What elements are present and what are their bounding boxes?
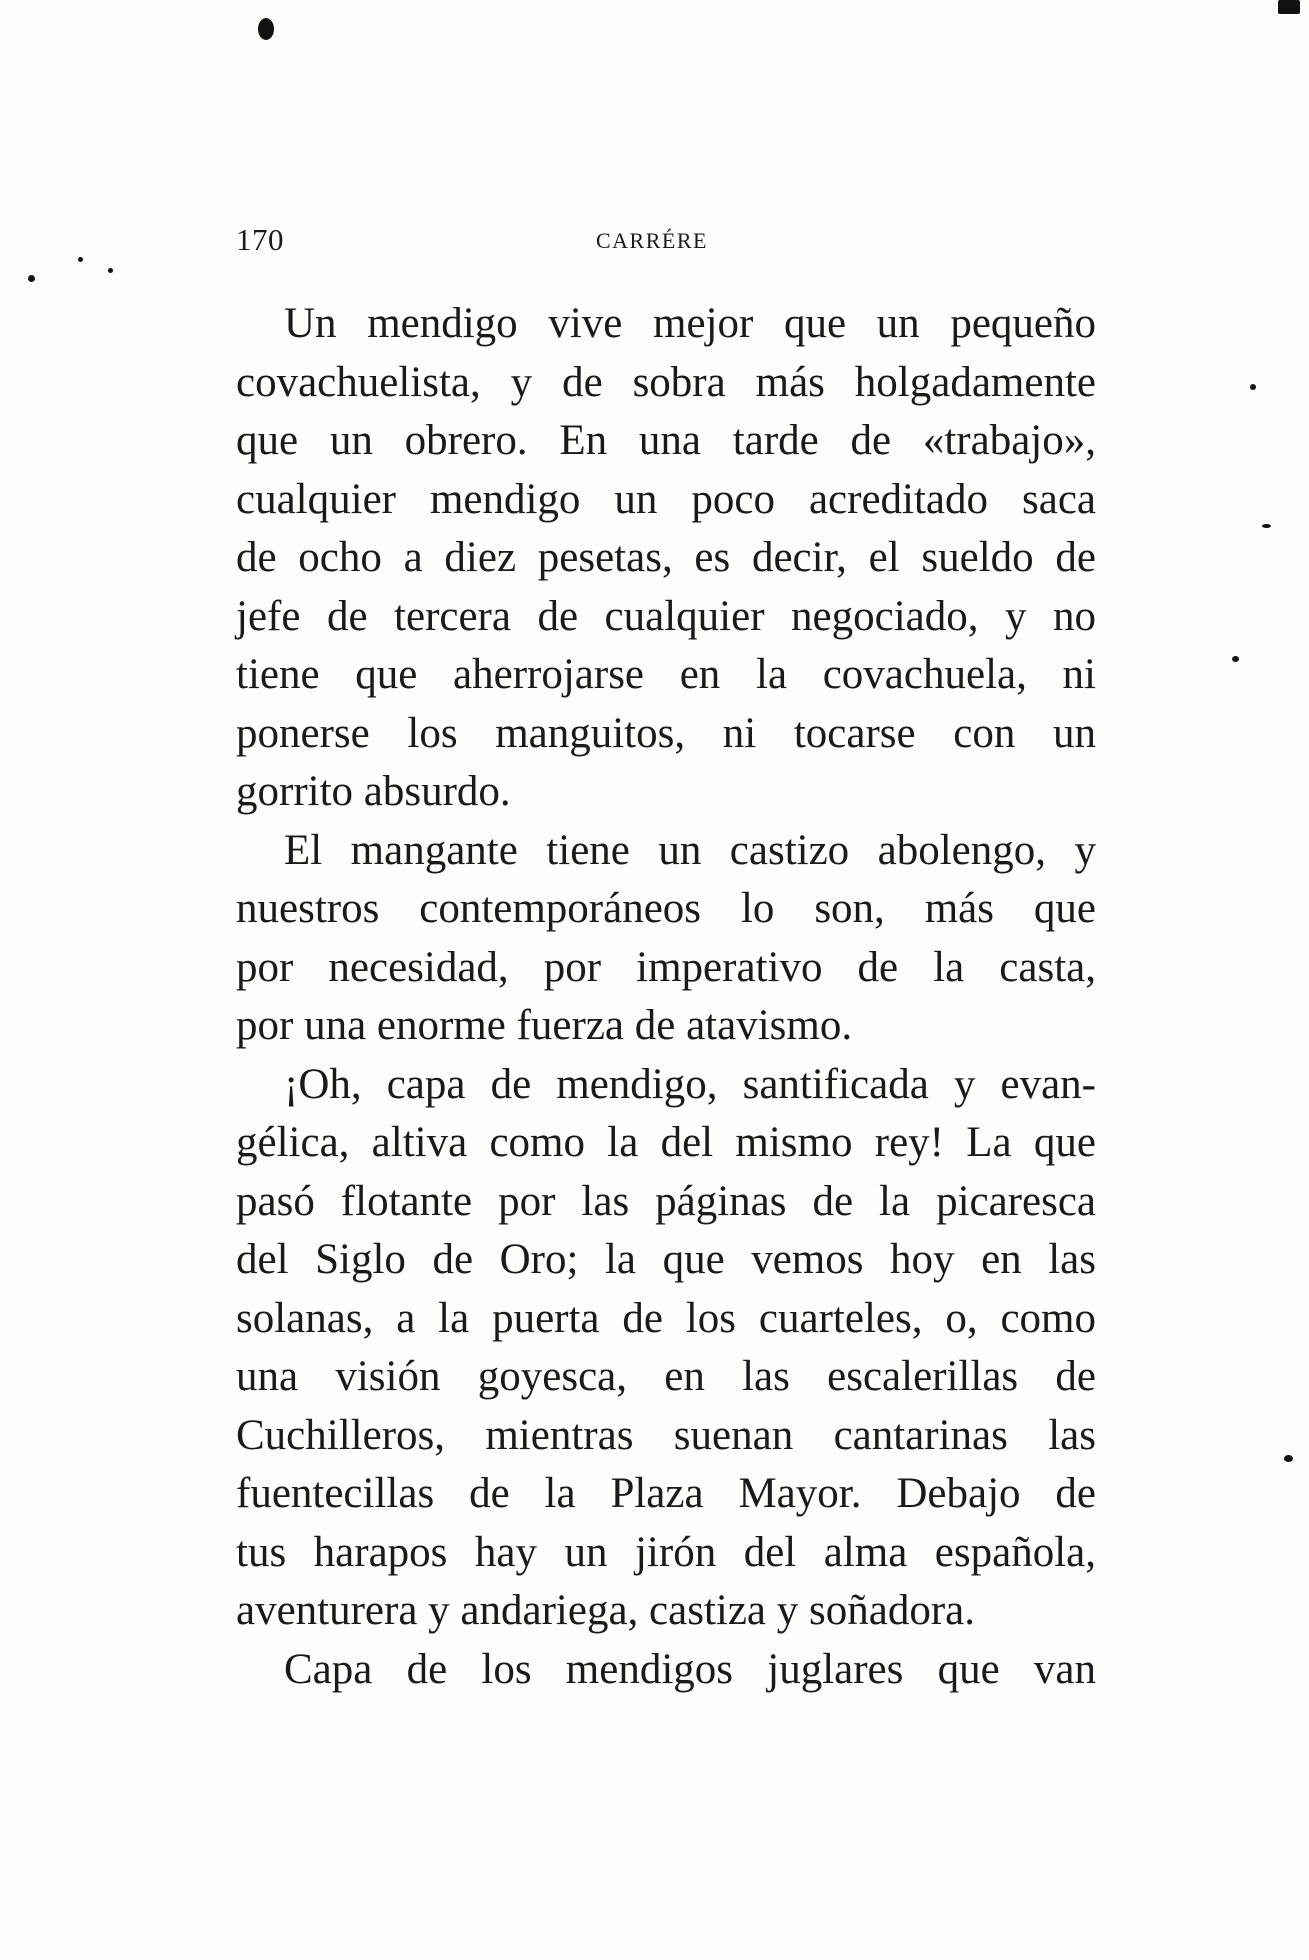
text-line: por una enorme fuerza de atavismo.: [236, 1002, 853, 1049]
text-line: ponerse los manguitos, ni tocarse con un: [236, 709, 1096, 757]
text-line: tiene que aherrojarse en la covachuela, ni: [236, 651, 1096, 698]
page-number: 170: [236, 222, 284, 257]
text-line: El mangante tiene un castizo abolengo, y: [284, 826, 1096, 874]
scan-speck: [108, 268, 113, 273]
scan-speck: [1232, 656, 1239, 662]
text-line: tus harapos hay un jirón del alma española,: [236, 1528, 1096, 1576]
text-line: fuentecillas de la Plaza Mayor. Debajo de: [236, 1470, 1096, 1517]
text-line: Cuchilleros, mientras suenan cantarinas las: [236, 1411, 1096, 1459]
scan-speck: [1250, 384, 1256, 390]
scan-speck: [78, 257, 83, 262]
text-line: de ocho a diez pesetas, es decir, el sueldo de: [236, 534, 1096, 581]
text-line: que un obrero. En una tarde de «trabajo»,: [236, 417, 1096, 464]
body-text: [236, 295, 1096, 1699]
text-line: nuestros contemporáneos lo son, más que: [236, 885, 1096, 932]
scan-speck: [28, 275, 35, 282]
text-line: Un mendigo vive mejor que un pequeño: [284, 300, 1096, 347]
text-line: una visión goyesca, en las escalerillas de: [236, 1353, 1096, 1400]
text-line: ¡Oh, capa de mendigo, santificada y evan-: [284, 1060, 1096, 1108]
text-line: Capa de los mendigos juglares que van: [284, 1645, 1096, 1693]
text-line: covachuelista, y de sobra más holgadamente: [236, 358, 1096, 406]
running-head: [236, 222, 1096, 262]
running-title: CARRÉRE: [596, 228, 708, 253]
scan-speck: [1278, 0, 1300, 14]
text-line: del Siglo de Oro; la que vemos hoy en las: [236, 1236, 1096, 1283]
text-line: solanas, a la puerta de los cuarteles, o, como: [236, 1294, 1096, 1342]
text-line: pasó flotante por las páginas de la picaresca: [236, 1177, 1096, 1225]
text-line: jefe de tercera de cualquier negociado, y no: [236, 592, 1096, 640]
text-line: cualquier mendigo un poco acreditado saca: [236, 475, 1096, 523]
text-line: gorrito absurdo.: [236, 768, 511, 815]
scan-speck: [1262, 524, 1271, 528]
text-line: aventurera y andariega, castiza y soñadora.: [236, 1587, 975, 1634]
text-line: por necesidad, por imperativo de la casta,: [236, 943, 1096, 991]
text-line: gélica, altiva como la del mismo rey! La que: [236, 1119, 1096, 1166]
scan-speck: [1284, 1455, 1293, 1462]
scan-speck: [258, 18, 274, 40]
